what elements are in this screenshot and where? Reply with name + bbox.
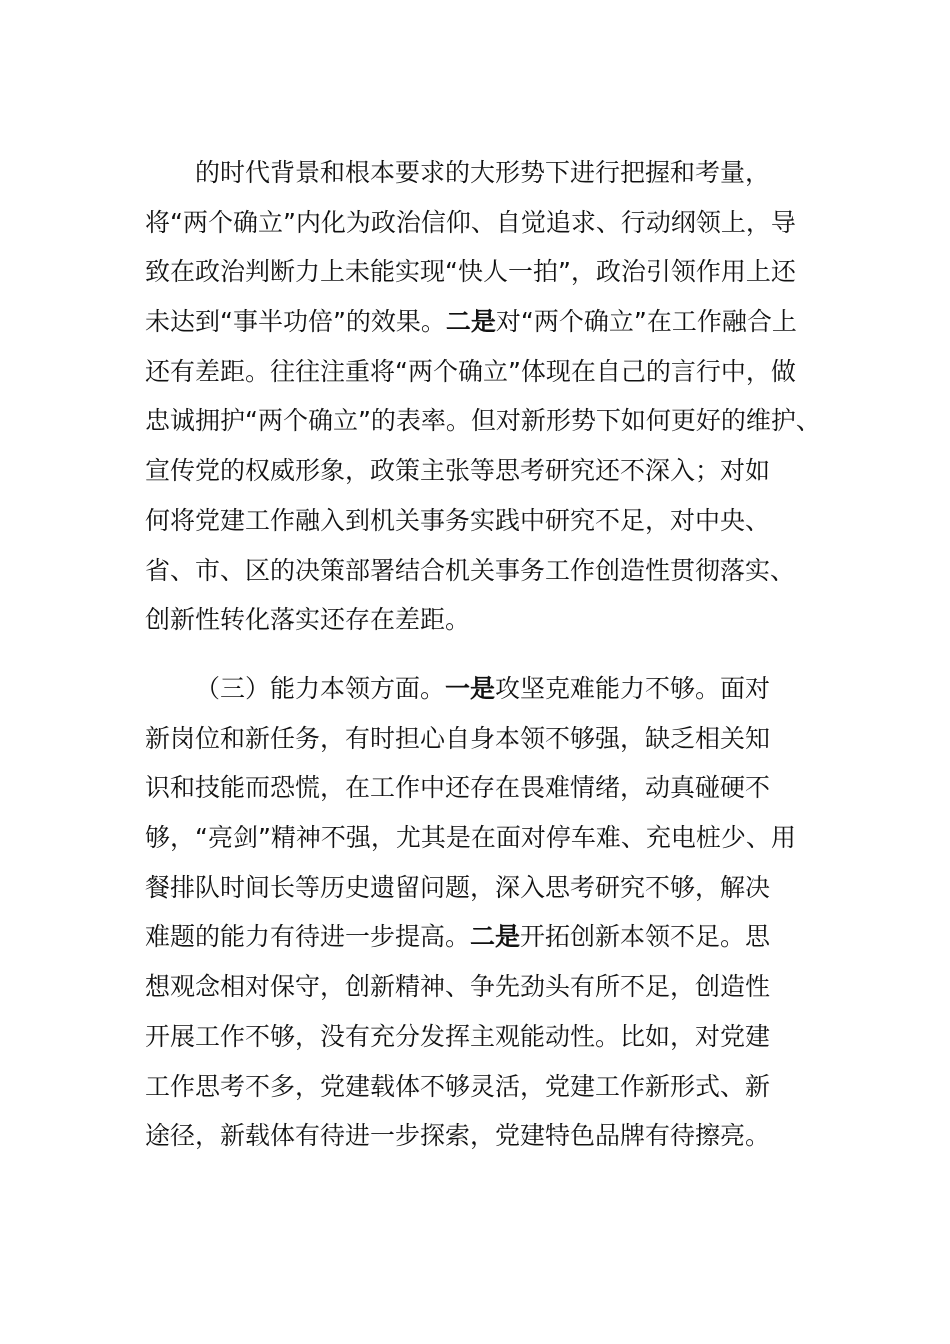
text-line: 宣传党的权威形象，政策主张等思考研究还不深入；对如 (145, 456, 771, 486)
text-span: 对“两个确立”在工作融合上 (495, 307, 797, 337)
text-line: 还有差距。往往注重将“两个确立”体现在自己的言行中，做 (145, 356, 796, 386)
text-line: 的时代背景和根本要求的大形势下进行把握和考量， (195, 158, 771, 187)
paragraph-political-capability (145, 148, 825, 645)
text-line: 够，“亮剑”精神不强，尤其是在面对停车难、充电桩少、用 (145, 823, 796, 853)
text-span: 难题的能力有待进一步提高。 (145, 922, 471, 952)
paragraph-ability-skills (145, 664, 825, 1161)
section-heading: （三）能力本领方面。 (195, 674, 446, 703)
text-line: 新岗位和新任务，有时担心自身本领不够强，缺乏相关知 (145, 723, 771, 753)
text-line (145, 664, 825, 714)
bold-marker: 二是 (445, 307, 496, 337)
text-span: 攻坚克难能力不够。面对 (495, 674, 771, 703)
text-line: 工作思考不多，党建载体不够灵活，党建工作新形式、新 (145, 1071, 771, 1101)
text-line: 识和技能而恐慌，在工作中还存在畏难情绪，动真碰硬不 (145, 773, 771, 803)
text-line: 途径，新载体有待进一步探索，党建特色品牌有待擦亮。 (145, 1121, 771, 1151)
text-line: 致在政治判断力上未能实现“快人一拍”，政治引领作用上还 (145, 257, 796, 287)
text-line: 忠诚拥护“两个确立”的表率。但对新形势下如何更好的维护、 (145, 406, 821, 436)
text-line: 省、市、区的决策部署结合机关事务工作创造性贯彻落实、 (145, 555, 796, 585)
text-line: 想观念相对保守，创新精神、争先劲头有所不足，创造性 (145, 972, 771, 1002)
bold-marker: 一是 (445, 674, 496, 703)
text-span: 未达到“事半功倍”的效果。 (145, 307, 446, 337)
bold-marker: 二是 (470, 922, 521, 952)
text-span: 开拓创新本领不足。思 (520, 922, 771, 952)
text-line: 餐排队时间长等历史遗留问题，深入思考研究不够，解决 (145, 872, 771, 902)
text-line: 开展工作不够，没有充分发挥主观能动性。比如，对党建 (145, 1021, 771, 1051)
text-line: 何将党建工作融入到机关事务实践中研究不足，对中央、 (145, 505, 771, 535)
text-line (145, 297, 825, 347)
text-line: 创新性转化落实还存在差距。 (145, 605, 471, 635)
text-line: 将“两个确立”内化为政治信仰、自觉追求、行动纲领上，导 (145, 207, 796, 237)
text-line (145, 912, 825, 962)
